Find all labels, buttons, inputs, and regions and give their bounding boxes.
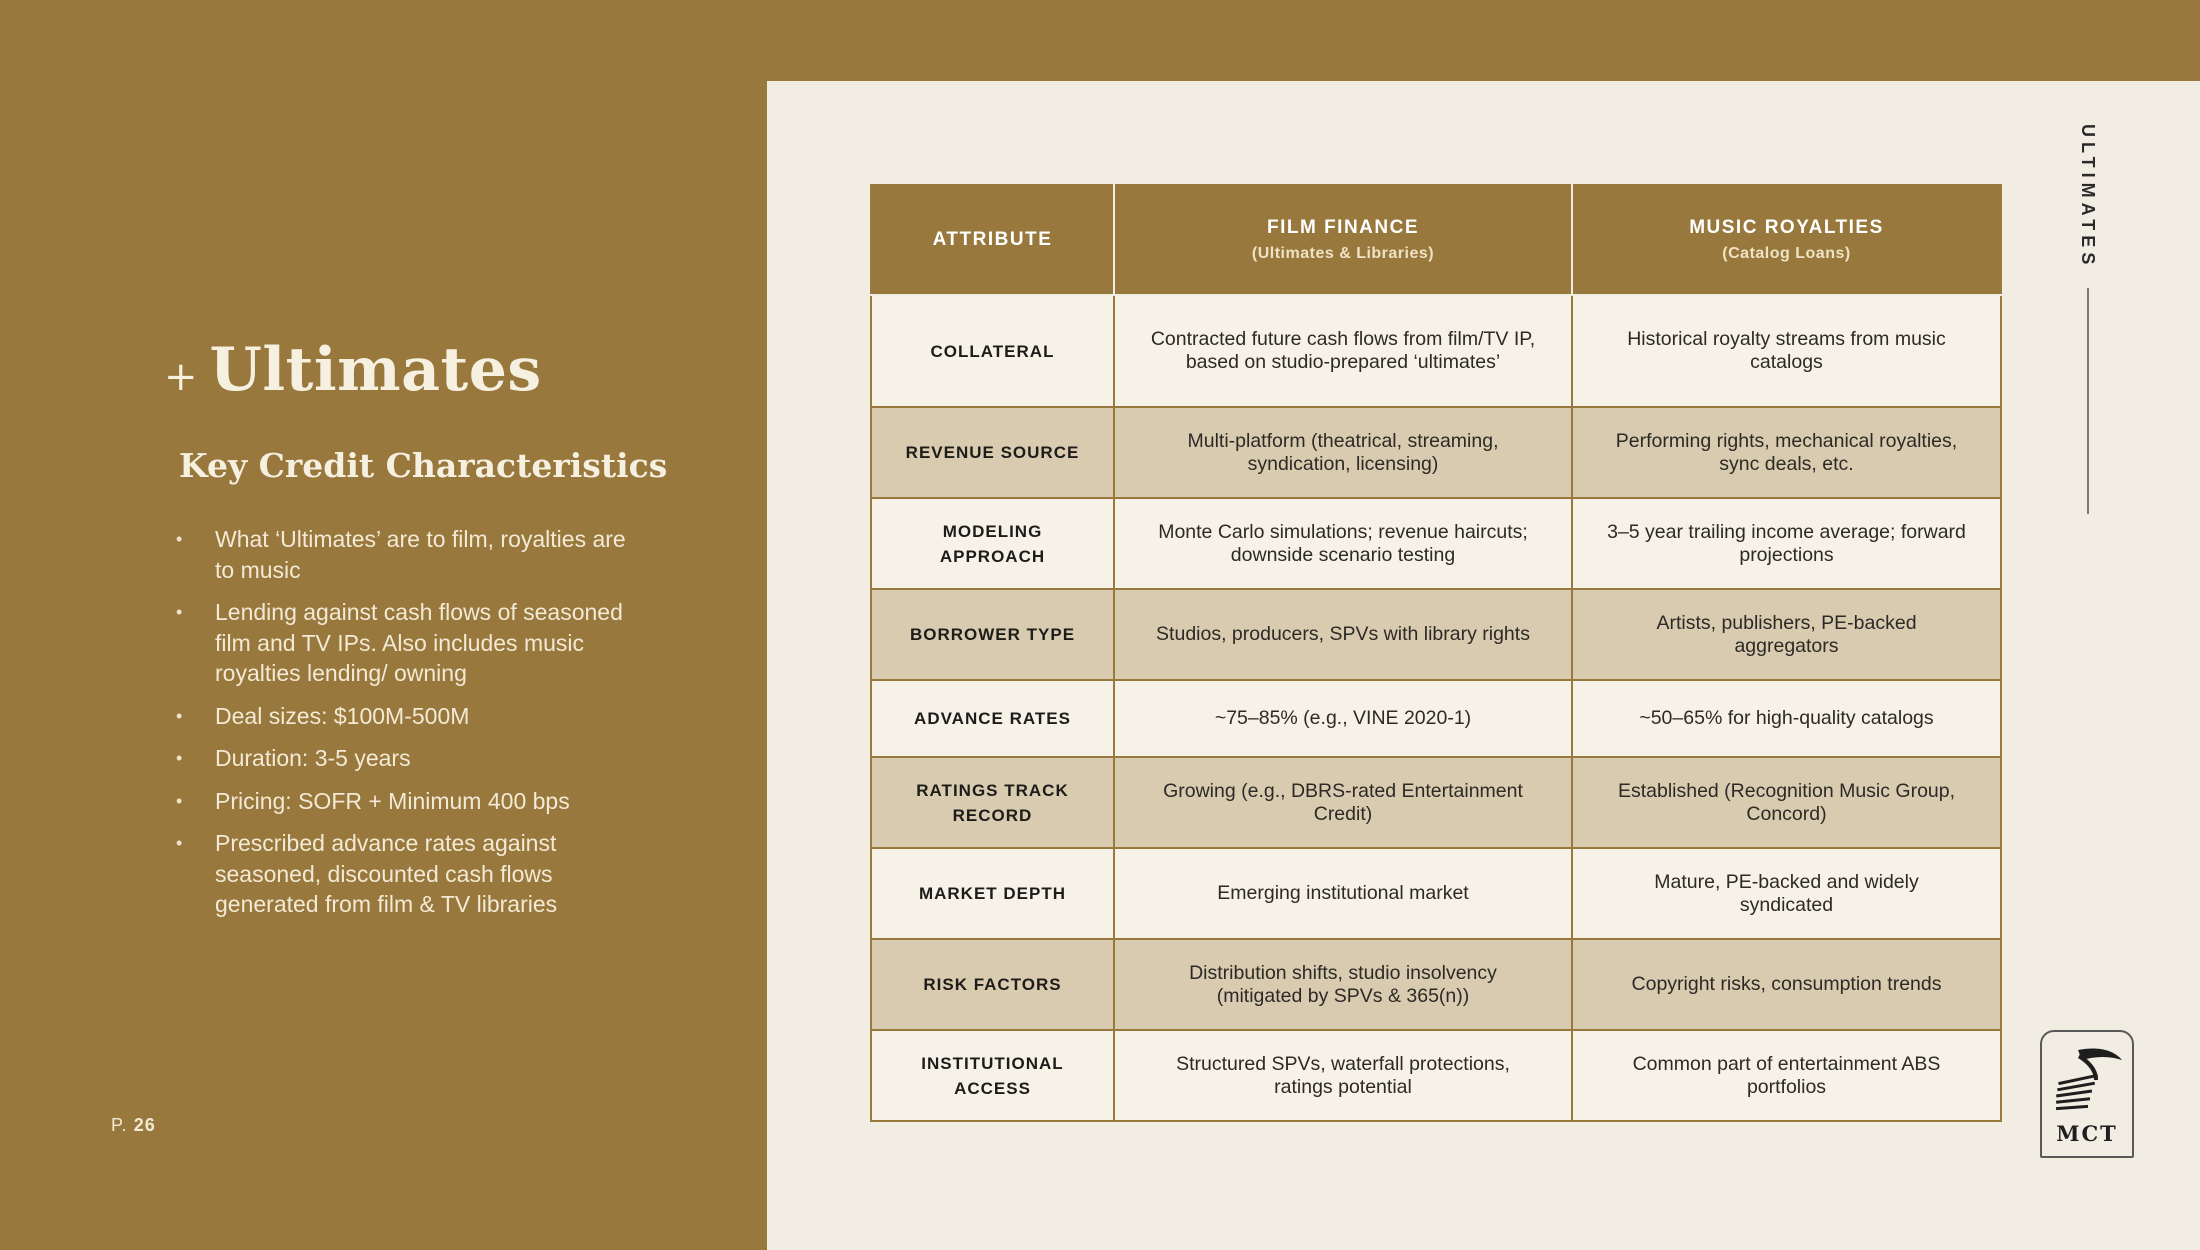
- music-cell: Performing rights, mechanical royalties, sync deals, etc.: [1572, 407, 2001, 498]
- bullet-icon: •: [176, 529, 183, 549]
- bullet-item: • Duration: 3-5 years: [176, 743, 646, 774]
- table-row: [871, 680, 2001, 757]
- bullet-icon: •: [176, 748, 183, 768]
- page-title: Ultimates: [209, 335, 542, 405]
- bullet-item: • Pricing: SOFR + Minimum 400 bps: [176, 786, 646, 817]
- row-attribute: INSTITUTIONAL ACCESS: [871, 1030, 1114, 1121]
- bullet-item: • Lending against cash flows of seasoned film and TV IPs. Also includes music royalties lending/ owning: [176, 599, 623, 686]
- film-cell: Multi-platform (theatrical, streaming, syndication, licensing): [1114, 407, 1572, 498]
- table-row: [871, 295, 2001, 407]
- music-cell: Common part of entertainment ABS portfolios: [1572, 1030, 2001, 1121]
- row-attribute: BORROWER TYPE: [871, 589, 1114, 680]
- film-cell: Monte Carlo simulations; revenue haircuts; downside scenario testing: [1114, 498, 1572, 589]
- table-row: [871, 498, 2001, 589]
- mct-logo-icon: [2048, 1040, 2128, 1120]
- music-cell: Artists, publishers, PE-backed aggregators: [1572, 589, 2001, 680]
- bullet-icon: •: [176, 790, 183, 811]
- bullet-item: • Deal sizes: $100M-500M: [176, 701, 646, 732]
- table-row: [871, 1030, 2001, 1121]
- row-attribute: MARKET DEPTH: [871, 848, 1114, 939]
- table-row: [871, 589, 2001, 680]
- table-row: [871, 757, 2001, 848]
- logo-text: MCT: [2056, 1121, 2118, 1146]
- table-row: [871, 848, 2001, 939]
- header-film-finance: FILM FINANCE (Ultimates & Libraries): [1114, 185, 1572, 295]
- row-attribute: RATINGS TRACK RECORD: [871, 757, 1114, 848]
- title-row: [164, 335, 542, 405]
- mct-logo: [2040, 1030, 2134, 1158]
- bullet-item: • Prescribed advance rates against seasoned, discounted cash flows generated from film & TV libraries: [176, 830, 558, 917]
- film-cell: ~75–85% (e.g., VINE 2020-1): [1114, 680, 1572, 757]
- music-cell: Established (Recognition Music Group, Concord): [1572, 757, 2001, 848]
- bullet-list: [176, 524, 646, 932]
- film-cell: Emerging institutional market: [1114, 848, 1572, 939]
- page-number: P. 26: [111, 1115, 156, 1135]
- music-cell: Historical royalty streams from music catalogs: [1572, 295, 2001, 407]
- table-header-row: [871, 185, 2001, 295]
- credit-comparison-table: [870, 184, 2002, 1122]
- music-cell: 3–5 year trailing income average; forward projections: [1572, 498, 2001, 589]
- bullet-icon: •: [176, 705, 183, 726]
- section-subtitle: Key Credit Characteristics: [179, 446, 668, 485]
- film-cell: Contracted future cash flows from film/TV IP, based on studio-prepared ‘ultimates’: [1114, 295, 1572, 407]
- top-strip: [767, 0, 2200, 81]
- music-cell: ~50–65% for high-quality catalogs: [1572, 680, 2001, 757]
- row-attribute: REVENUE SOURCE: [871, 407, 1114, 498]
- film-cell: Distribution shifts, studio insolvency (mitigated by SPVs & 365(n)): [1114, 939, 1572, 1030]
- film-cell: Studios, producers, SPVs with library rights: [1114, 589, 1572, 680]
- row-attribute: ADVANCE RATES: [871, 680, 1114, 757]
- music-cell: Copyright risks, consumption trends: [1572, 939, 2001, 1030]
- music-cell: Mature, PE-backed and widely syndicated: [1572, 848, 2001, 939]
- header-attribute: ATTRIBUTE: [871, 185, 1114, 295]
- table-row: [871, 939, 2001, 1030]
- bullet-icon: •: [176, 833, 183, 853]
- plus-icon: +: [164, 354, 198, 400]
- row-attribute: COLLATERAL: [871, 295, 1114, 407]
- header-music-royalties: MUSIC ROYALTIES (Catalog Loans): [1572, 185, 2001, 295]
- side-divider: [2087, 288, 2089, 514]
- side-section-label: ULTIMATES: [2078, 124, 2098, 270]
- row-attribute: RISK FACTORS: [871, 939, 1114, 1030]
- bullet-item: • What ‘Ultimates’ are to film, royalties are to music: [176, 526, 626, 583]
- film-cell: Growing (e.g., DBRS-rated Entertainment Credit): [1114, 757, 1572, 848]
- row-attribute: MODELING APPROACH: [871, 498, 1114, 589]
- film-cell: Structured SPVs, waterfall protections, ratings potential: [1114, 1030, 1572, 1121]
- bullet-icon: •: [176, 602, 183, 622]
- table-row: [871, 407, 2001, 498]
